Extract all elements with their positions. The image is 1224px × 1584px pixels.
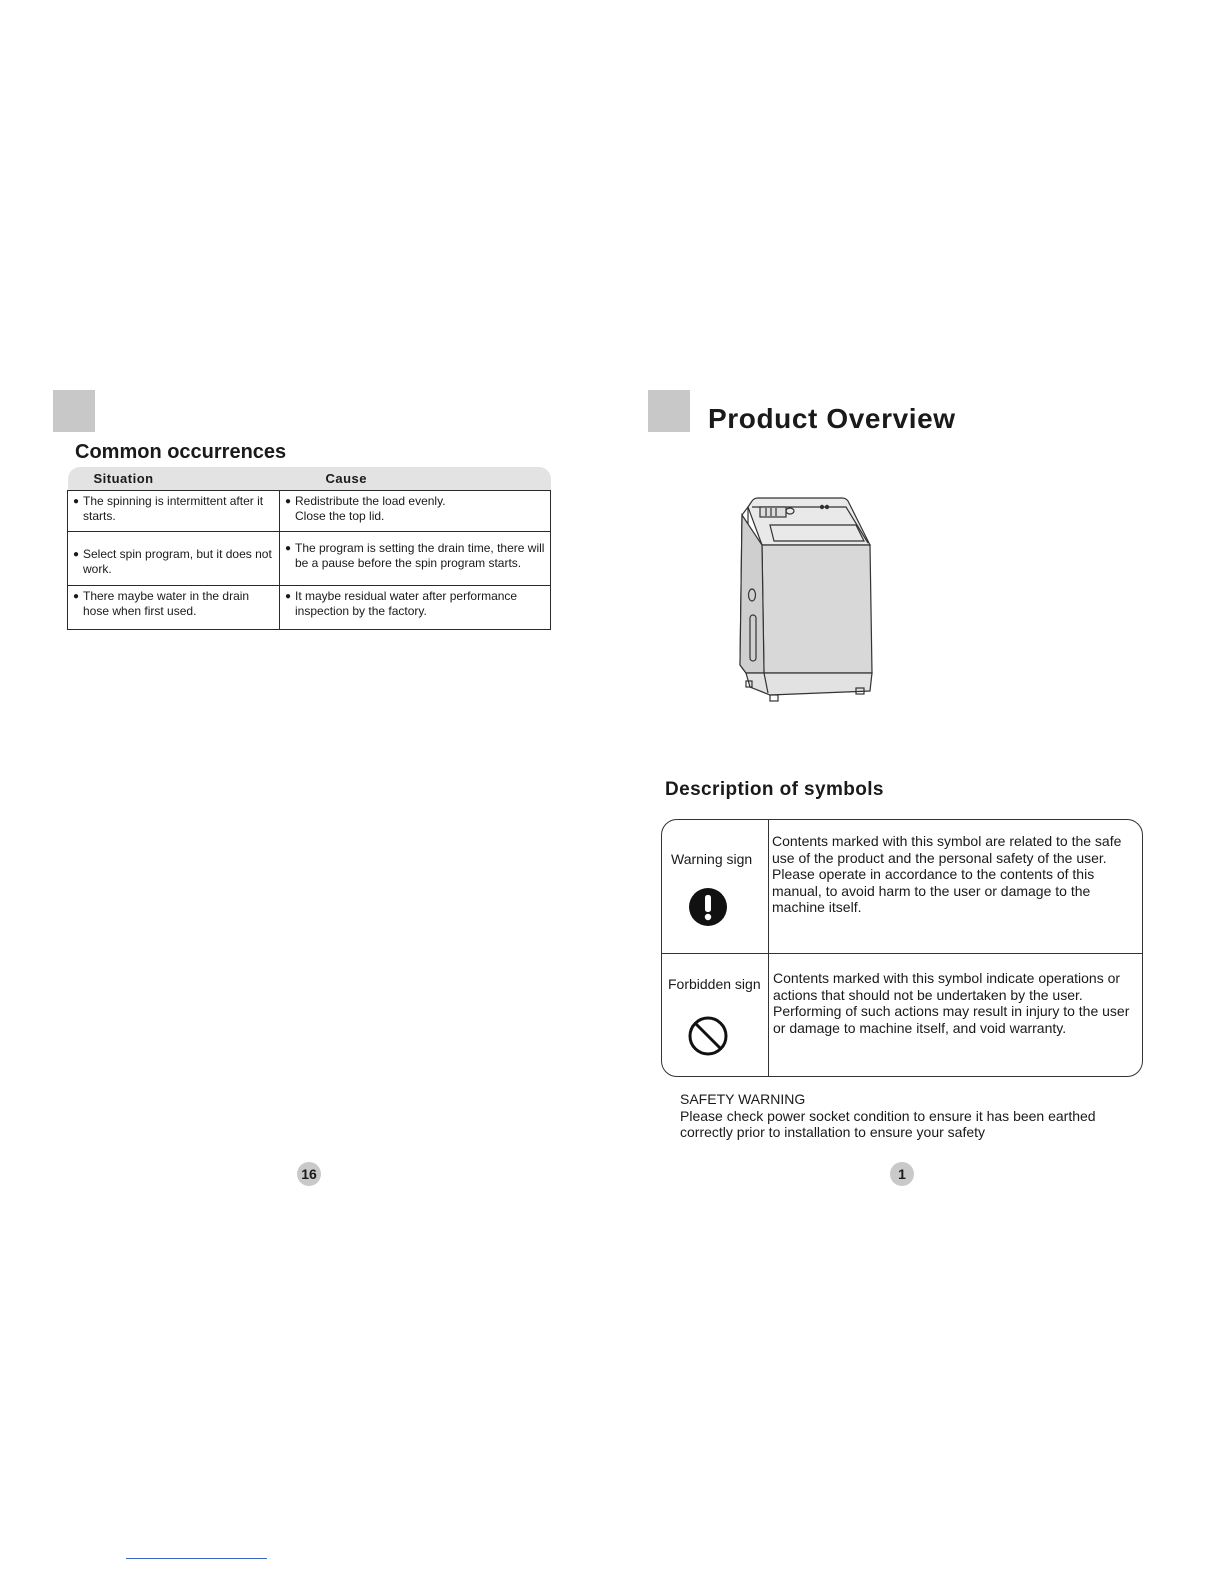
safety-warning-line: Please check power socket condition to ensure it has been earthed (680, 1107, 1096, 1124)
page-number-left: 16 (297, 1162, 321, 1186)
section-marker-right (648, 390, 690, 432)
link-underline (126, 1558, 267, 1559)
section-marker-left (53, 390, 95, 432)
cause-column-header: Cause (280, 467, 551, 491)
bullet-icon: ● (73, 496, 80, 507)
table-row (68, 532, 551, 586)
situation-column-header: Situation (68, 467, 280, 491)
bullet-icon: ● (285, 496, 292, 507)
safety-warning-title: SAFETY WARNING (680, 1091, 806, 1107)
bullet-icon: ● (285, 543, 292, 554)
cause-text: The program is setting the drain time, there will be a pause before the spin program starts. (295, 541, 545, 570)
bullet-icon: ● (285, 591, 292, 602)
symbols-table (661, 819, 1143, 1077)
cause-text: Close the top lid. (295, 509, 385, 523)
forbidden-sign-description: Contents marked with this symbol indicate operations or actions that should not be undertaken by the user. Performing of such actions may result in injury to the user or damage to machine itself, and void warranty. (773, 970, 1130, 1036)
cause-text: Redistribute the load evenly. (295, 494, 446, 508)
situation-text: Select spin program, but it does not work. (83, 547, 272, 576)
symbols-heading: Description of symbols (665, 779, 884, 800)
exclamation-circle-icon (688, 887, 728, 927)
occurrences-table (67, 467, 551, 630)
page-title: Product Overview (708, 403, 956, 434)
warning-sign-description: Contents marked with this symbol are related to the safe use of the product and the personal safety of the user. Please operate in accordance to the contents of this manual, to avoid harm to the user or damage to the machine itself. (772, 833, 1122, 915)
divider (768, 820, 769, 1076)
table-row (68, 586, 551, 630)
washing-machine-illustration (730, 495, 880, 710)
cause-text: It maybe residual water after performance inspection by the factory. (295, 589, 518, 618)
bullet-icon: ● (73, 591, 80, 602)
bullet-icon: ● (73, 549, 80, 560)
situation-text: There maybe water in the drain hose when first used. (83, 589, 250, 618)
prohibited-circle-icon (687, 1015, 729, 1057)
table-row (68, 491, 551, 532)
forbidden-sign-label: Forbidden sign (668, 976, 761, 992)
divider (662, 953, 1142, 954)
page-number-right: 1 (890, 1162, 914, 1186)
safety-warning (680, 1091, 1096, 1141)
safety-warning-line: correctly prior to installation to ensure your safety (680, 1124, 986, 1140)
situation-text: The spinning is intermittent after it starts. (83, 494, 264, 523)
common-occurrences-heading: Common occurrences (75, 441, 287, 463)
warning-sign-label: Warning sign (671, 851, 753, 867)
